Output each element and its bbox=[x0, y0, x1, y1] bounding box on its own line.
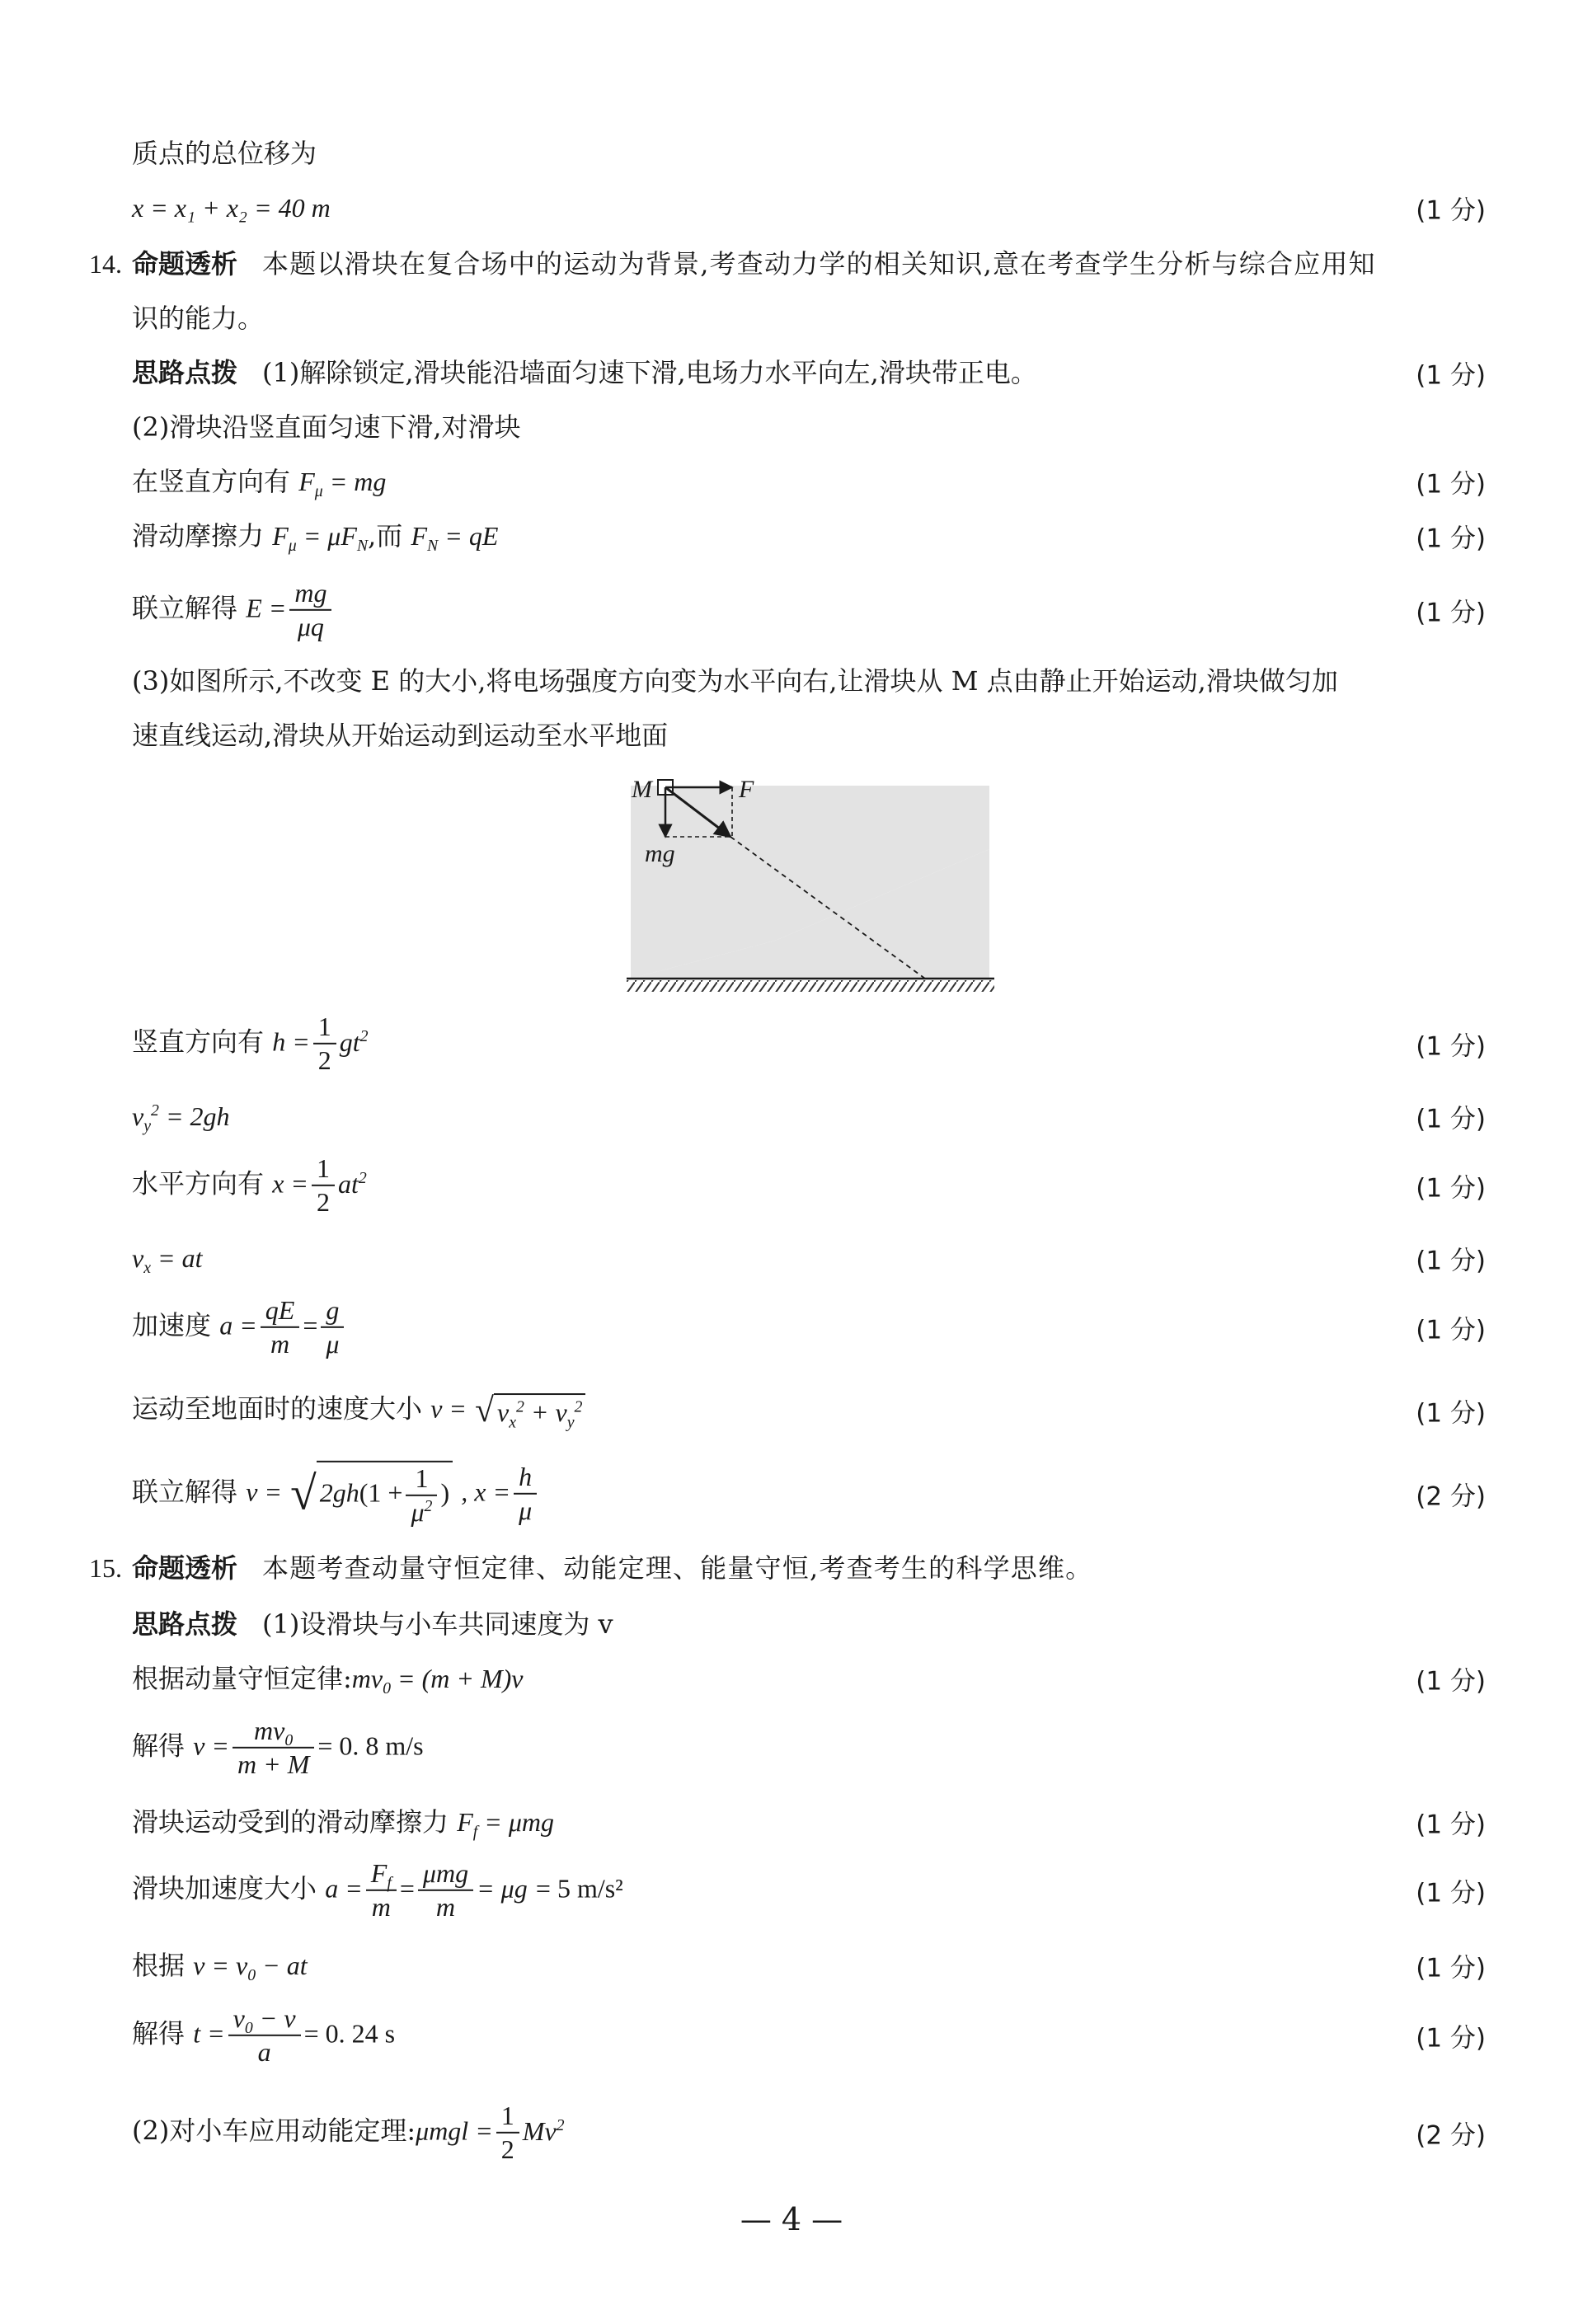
text-line bbox=[0, 711, 1583, 760]
equation-line bbox=[0, 1092, 1583, 1141]
score-mark: (1 分) bbox=[1416, 1104, 1486, 1134]
equation-line bbox=[0, 1453, 1583, 1535]
text-line bbox=[0, 129, 1583, 178]
score-mark: (1 分) bbox=[1416, 1398, 1486, 1429]
question-15-hint bbox=[0, 1599, 1583, 1649]
question-14-hint bbox=[0, 348, 1583, 397]
equation-line bbox=[0, 1294, 1583, 1360]
part-3-text: (3)如图所示,不改变 E 的大小,将电场强度方向变为水平向右,让滑块从 M 点由静止开始运动,滑块做匀加 bbox=[132, 664, 1338, 697]
text-line bbox=[0, 656, 1583, 706]
score-mark: (1 分) bbox=[1416, 523, 1486, 554]
score-mark: (1 分) bbox=[1416, 1666, 1486, 1697]
analysis-text-continued: 识的能力。 bbox=[132, 302, 265, 334]
equation-line bbox=[0, 1715, 1583, 1781]
vertical-velocity-equation: $v_y^2 = 2gh$ bbox=[132, 1101, 230, 1136]
work-energy-equation: (2)对小车应用动能定理:μmgl = $\frac{1}{2}$ Mv$^2$ bbox=[132, 2100, 565, 2164]
text-line bbox=[0, 402, 1583, 452]
equation-line bbox=[0, 1654, 1583, 1703]
score-mark: (1 分) bbox=[1416, 1953, 1486, 1984]
score-mark: (1 分) bbox=[1416, 598, 1486, 628]
equation-line bbox=[0, 577, 1583, 643]
equation-line bbox=[0, 1855, 1583, 1926]
vertical-displacement-equation: 竖直方向有 h = $\frac{1}{2}$ $gt^2$ bbox=[132, 1011, 369, 1075]
equation-line bbox=[0, 1233, 1583, 1283]
resultant-speed-equation: 运动至地面时的速度大小 v = √ $v_x^2 + v_y^2$ bbox=[132, 1390, 585, 1431]
score-mark: (1 分) bbox=[1416, 1173, 1486, 1204]
hint-text: (1)设滑块与小车共同速度为 v bbox=[262, 1608, 613, 1640]
score-mark: (1 分) bbox=[1416, 1315, 1486, 1345]
motion-diagram bbox=[610, 763, 998, 1002]
horizontal-displacement-equation: 水平方向有 x = $\frac{1}{2}$ $at^2$ bbox=[132, 1153, 367, 1217]
displacement-equation: x = x₁ + x₂ = 40 m bbox=[132, 192, 331, 223]
total-displacement-label: 质点的总位移为 bbox=[132, 137, 317, 169]
field-strength-equation: 联立解得 E = $\frac{mg}{\mu q}$ bbox=[132, 579, 335, 641]
question-15-analysis bbox=[0, 1543, 1583, 1593]
part-3-text-continued: 速直线运动,滑块从开始运动到运动至水平地面 bbox=[132, 719, 669, 751]
slider-friction-equation: 滑块运动受到的滑动摩擦力 $F_f = \mu mg$ bbox=[132, 1805, 555, 1842]
label-f: F bbox=[739, 776, 754, 803]
score-mark: (1 分) bbox=[1416, 1810, 1486, 1840]
hint-text: (1)解除锁定,滑块能沿墙面匀速下滑,电场力水平向左,滑块带正电。 bbox=[262, 356, 1037, 388]
ground-hatching bbox=[627, 980, 994, 992]
score-mark: (2 分) bbox=[1416, 2120, 1486, 2151]
score-mark: (1 分) bbox=[1416, 1246, 1486, 1276]
section-label: 思路点拨 bbox=[132, 356, 238, 388]
score-mark: (1 分) bbox=[1416, 1031, 1486, 1062]
equation-line bbox=[0, 1382, 1583, 1439]
analysis-text: 本题考查动量守恒定律、动能定理、能量守恒,考查考生的科学思维。 bbox=[262, 1552, 1093, 1584]
momentum-equation: 根据动量守恒定律$:mv_0 = (m + M)v$ bbox=[132, 1662, 524, 1698]
kinematics-equation: 根据 $v = v_0$ − at bbox=[132, 1949, 308, 1985]
friction-equation: 滑动摩擦力 $F_\mu = \mu F_N$,而 $F_N$ = qE bbox=[132, 519, 499, 556]
equation-line bbox=[0, 2097, 1583, 2168]
score-mark: (1 分) bbox=[1416, 2023, 1486, 2054]
label-m: M bbox=[632, 776, 652, 803]
question-number: 15. bbox=[89, 1552, 122, 1583]
equation-line bbox=[0, 2000, 1583, 2071]
final-result-equation: 联立解得 v = √ 2gh(1 + $\frac{1}{\mu^2}$ ) , x = $\frac{h}{\mu}$ bbox=[132, 1461, 540, 1527]
score-mark: (2 分) bbox=[1416, 1481, 1486, 1512]
slider-acceleration-equation: 滑块加速度大小 a = $\frac{F_f}{m}$ = $\frac{\text{μmg}}{m}$ = μg = 5 m/s² bbox=[132, 1857, 623, 1922]
label-mg: mg bbox=[645, 840, 675, 867]
question-14-analysis bbox=[0, 239, 1583, 289]
score-mark: (1 分) bbox=[1416, 469, 1486, 500]
common-velocity-equation: 解得 v = $\frac{mv_0}{m + M}$ = 0. 8 m/s bbox=[132, 1715, 424, 1779]
equation-line bbox=[0, 1797, 1583, 1847]
score-mark: (1 分) bbox=[1416, 1878, 1486, 1908]
equation-line bbox=[0, 183, 1583, 232]
vertical-balance-equation: 在竖直方向有 $F_\mu$ = mg bbox=[132, 465, 387, 501]
analysis-text: 本题以滑块在复合场中的运动为背景,考查动力学的相关知识,意在考查学生分析与综合应用知 bbox=[262, 247, 1376, 279]
equation-line bbox=[0, 511, 1583, 561]
score-mark: (1 分) bbox=[1416, 360, 1486, 391]
section-label: 命题透析 bbox=[132, 1552, 238, 1584]
text-line bbox=[0, 293, 1583, 343]
equation-line bbox=[0, 1011, 1583, 1077]
acceleration-equation: 加速度 a = $\frac{qE}{m}$ = $\frac{g}{\mu}$ bbox=[132, 1296, 347, 1359]
equation-line bbox=[0, 1941, 1583, 1990]
equation-line bbox=[0, 1153, 1583, 1218]
section-label: 命题透析 bbox=[132, 247, 238, 279]
page-number: — 4 — bbox=[740, 2201, 843, 2237]
score-mark: (1 分) bbox=[1416, 195, 1486, 226]
horizontal-velocity-equation: $v_x$ = at bbox=[132, 1242, 203, 1278]
time-equation: 解得 t = $\frac{v_0 - v}{a}$ = 0. 24 s bbox=[132, 2002, 396, 2067]
question-number: 14. bbox=[89, 248, 122, 279]
part-2-text: (2)滑块沿竖直面匀速下滑,对滑块 bbox=[132, 411, 521, 443]
equation-line bbox=[0, 457, 1583, 506]
section-label: 思路点拨 bbox=[132, 1608, 238, 1640]
